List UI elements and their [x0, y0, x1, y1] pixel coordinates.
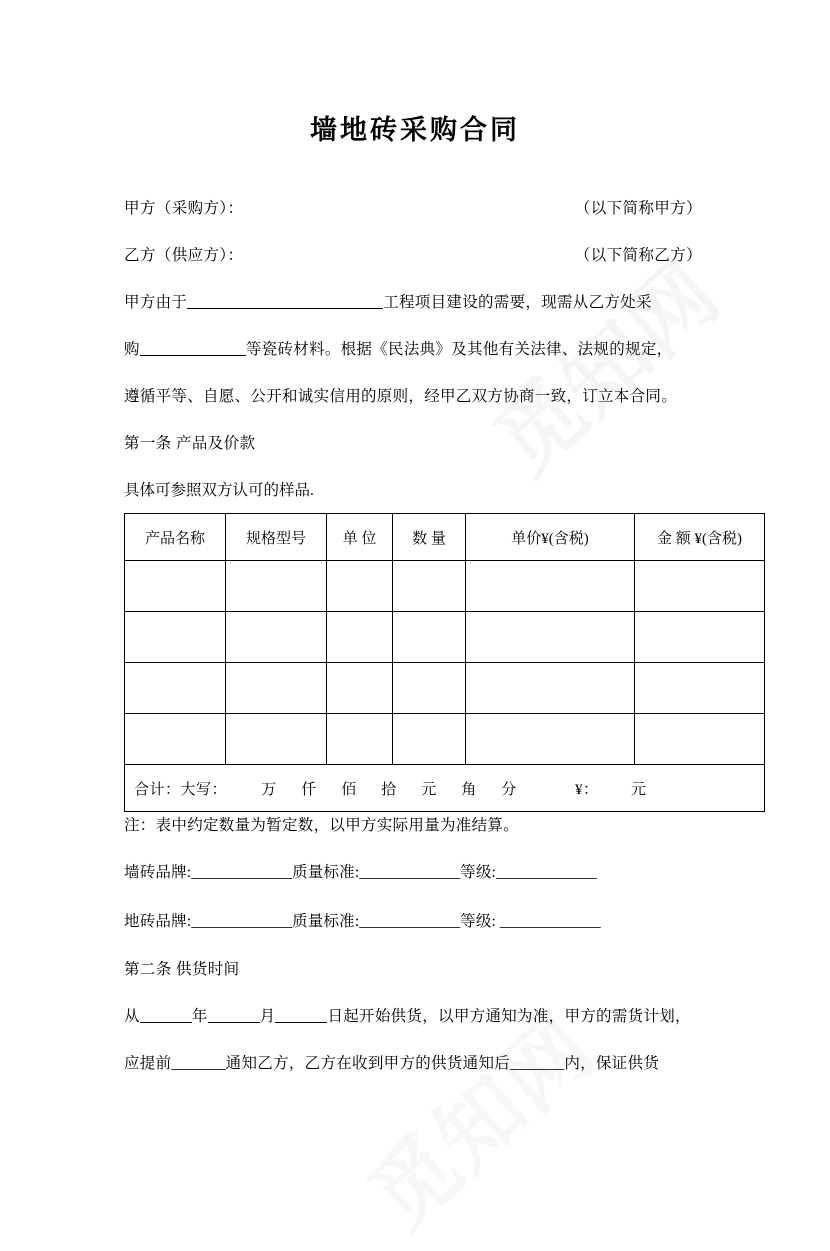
supply-deadline-blank[interactable]: _______: [510, 1055, 565, 1072]
cell-product-name[interactable]: [125, 663, 226, 714]
buyer-note: （以下简称甲方）: [574, 200, 702, 217]
clause-2-heading: 第二条 供货时间: [124, 961, 240, 978]
th-unit-price: 单价¥(含税): [466, 514, 635, 561]
cell-unit[interactable]: [327, 612, 393, 663]
cell-quantity[interactable]: [393, 663, 466, 714]
preamble-text: 甲方由于: [124, 294, 188, 311]
wall-tile-quality-label: 质量标准:: [292, 864, 360, 881]
material-name-blank[interactable]: [140, 355, 246, 356]
th-spec-model: 规格型号: [226, 514, 327, 561]
preamble-text: 等瓷砖材料。根据《民法典》及其他有关法律、法规的规定，: [245, 341, 673, 358]
cell-quantity[interactable]: [393, 612, 466, 663]
clause-2-line-2: [124, 1040, 770, 1087]
table-row: [125, 663, 765, 714]
cell-product-name[interactable]: [125, 714, 226, 765]
clause-1-subtext: 具体可参照双方认可的样品.: [124, 482, 314, 499]
total-unit-wan: 万: [261, 781, 277, 798]
delivery-line-tail: 日起开始供货，以甲方通知为准，甲方的需货计划，: [327, 1008, 691, 1025]
table-row: [125, 561, 765, 612]
total-unit-qian: 仟: [301, 781, 317, 798]
cell-spec-model[interactable]: [226, 714, 327, 765]
clause-2-line-1: [124, 993, 770, 1040]
preamble-text: 工程项目建设的需要，现需从乙方处采: [383, 294, 652, 311]
cell-amount[interactable]: [635, 714, 765, 765]
supply-guarantee-text: 内，保证供货: [564, 1055, 660, 1072]
delivery-month-blank[interactable]: [208, 1022, 260, 1023]
wall-tile-quality-blank[interactable]: _____________: [359, 864, 461, 881]
project-name-blank[interactable]: [187, 308, 383, 309]
total-currency-symbol: ¥：: [575, 781, 599, 798]
advance-notice-blank[interactable]: _______: [171, 1055, 226, 1072]
cell-product-name[interactable]: [125, 612, 226, 663]
advance-notice-text: 通知乙方，乙方在收到甲方的供货通知后: [225, 1055, 511, 1072]
cell-amount[interactable]: [635, 663, 765, 714]
cell-quantity[interactable]: [393, 561, 466, 612]
table-header-row: [125, 514, 765, 561]
supplier-note: （以下简称乙方）: [574, 247, 702, 264]
cell-unit-price[interactable]: [466, 612, 635, 663]
cell-amount[interactable]: [635, 561, 765, 612]
delivery-day-blank[interactable]: [275, 1022, 327, 1023]
floor-tile-brand-label: 地砖品牌:: [124, 913, 192, 930]
cell-quantity[interactable]: [393, 714, 466, 765]
cell-unit-price[interactable]: [466, 561, 635, 612]
total-unit-jiao: 角: [461, 781, 477, 798]
floor-tile-brand-blank[interactable]: _____________: [191, 913, 293, 930]
total-currency-unit: 元: [631, 781, 647, 798]
cell-unit[interactable]: [327, 663, 393, 714]
wall-tile-grade-blank[interactable]: _____________: [496, 864, 597, 881]
floor-tile-grade-blank[interactable]: _____________: [496, 913, 601, 930]
preamble-line-1: [124, 279, 760, 326]
cell-unit-price[interactable]: [466, 663, 635, 714]
th-product-name: 产品名称: [125, 514, 226, 561]
total-unit-fen: 分: [501, 781, 517, 798]
delivery-month-label: 月: [259, 1008, 276, 1025]
supplier-party-line: [124, 232, 760, 279]
cell-spec-model[interactable]: [226, 561, 327, 612]
total-units-group: [249, 782, 529, 798]
wall-tile-grade-label: 等级:: [460, 864, 497, 881]
preamble-text: 购: [124, 341, 140, 358]
cell-unit[interactable]: [327, 561, 393, 612]
supplier-label: 乙方（供应方）：: [124, 247, 244, 264]
contract-lower-body: [124, 803, 770, 1087]
total-unit-shi: 拾: [381, 781, 397, 798]
advance-notice-prefix: 应提前: [124, 1055, 172, 1072]
floor-tile-quality-blank[interactable]: _____________: [359, 913, 461, 930]
floor-tile-quality-label: 质量标准:: [292, 913, 360, 930]
delivery-start-prefix: 从: [124, 1008, 140, 1025]
floor-tile-grade-label: 等级:: [460, 913, 497, 930]
wall-tile-spec-line: [124, 848, 770, 897]
floor-tile-spec-line: [124, 897, 770, 946]
cell-amount[interactable]: [635, 612, 765, 663]
page-title: 墙地砖采购合同: [310, 115, 520, 145]
th-quantity: 数 量: [393, 514, 466, 561]
wall-tile-brand-label: 墙砖品牌:: [124, 864, 192, 881]
delivery-year-blank[interactable]: [140, 1022, 192, 1023]
wall-tile-brand-blank[interactable]: _____________: [191, 864, 293, 881]
table-row: [125, 612, 765, 663]
preamble-line-3: 遵循平等、自愿、公开和诚实信用的原则，经甲乙双方协商一致，订立本合同。: [124, 388, 678, 405]
table-row: [125, 714, 765, 765]
table-note: 注：表中约定数量为暂定数，以甲方实际用量为准结算。: [124, 817, 520, 834]
total-unit-bai: 佰: [341, 781, 357, 798]
th-unit: 单 位: [327, 514, 393, 561]
buyer-party-line: [124, 185, 760, 232]
cell-product-name[interactable]: [125, 561, 226, 612]
th-amount: 金 额 ¥(含税): [635, 514, 765, 561]
contract-body: [124, 185, 760, 514]
delivery-year-label: 年: [191, 1008, 208, 1025]
clause-1-heading: 第一条 产品及价款: [124, 435, 256, 452]
buyer-label: 甲方（采购方）：: [124, 200, 244, 217]
cell-unit[interactable]: [327, 714, 393, 765]
products-table: [124, 513, 765, 812]
cell-unit-price[interactable]: [466, 714, 635, 765]
total-unit-yuan: 元: [421, 781, 437, 798]
cell-spec-model[interactable]: [226, 663, 327, 714]
preamble-line-2: [124, 326, 760, 373]
cell-spec-model[interactable]: [226, 612, 327, 663]
total-label: 合计：大写：: [134, 781, 228, 798]
